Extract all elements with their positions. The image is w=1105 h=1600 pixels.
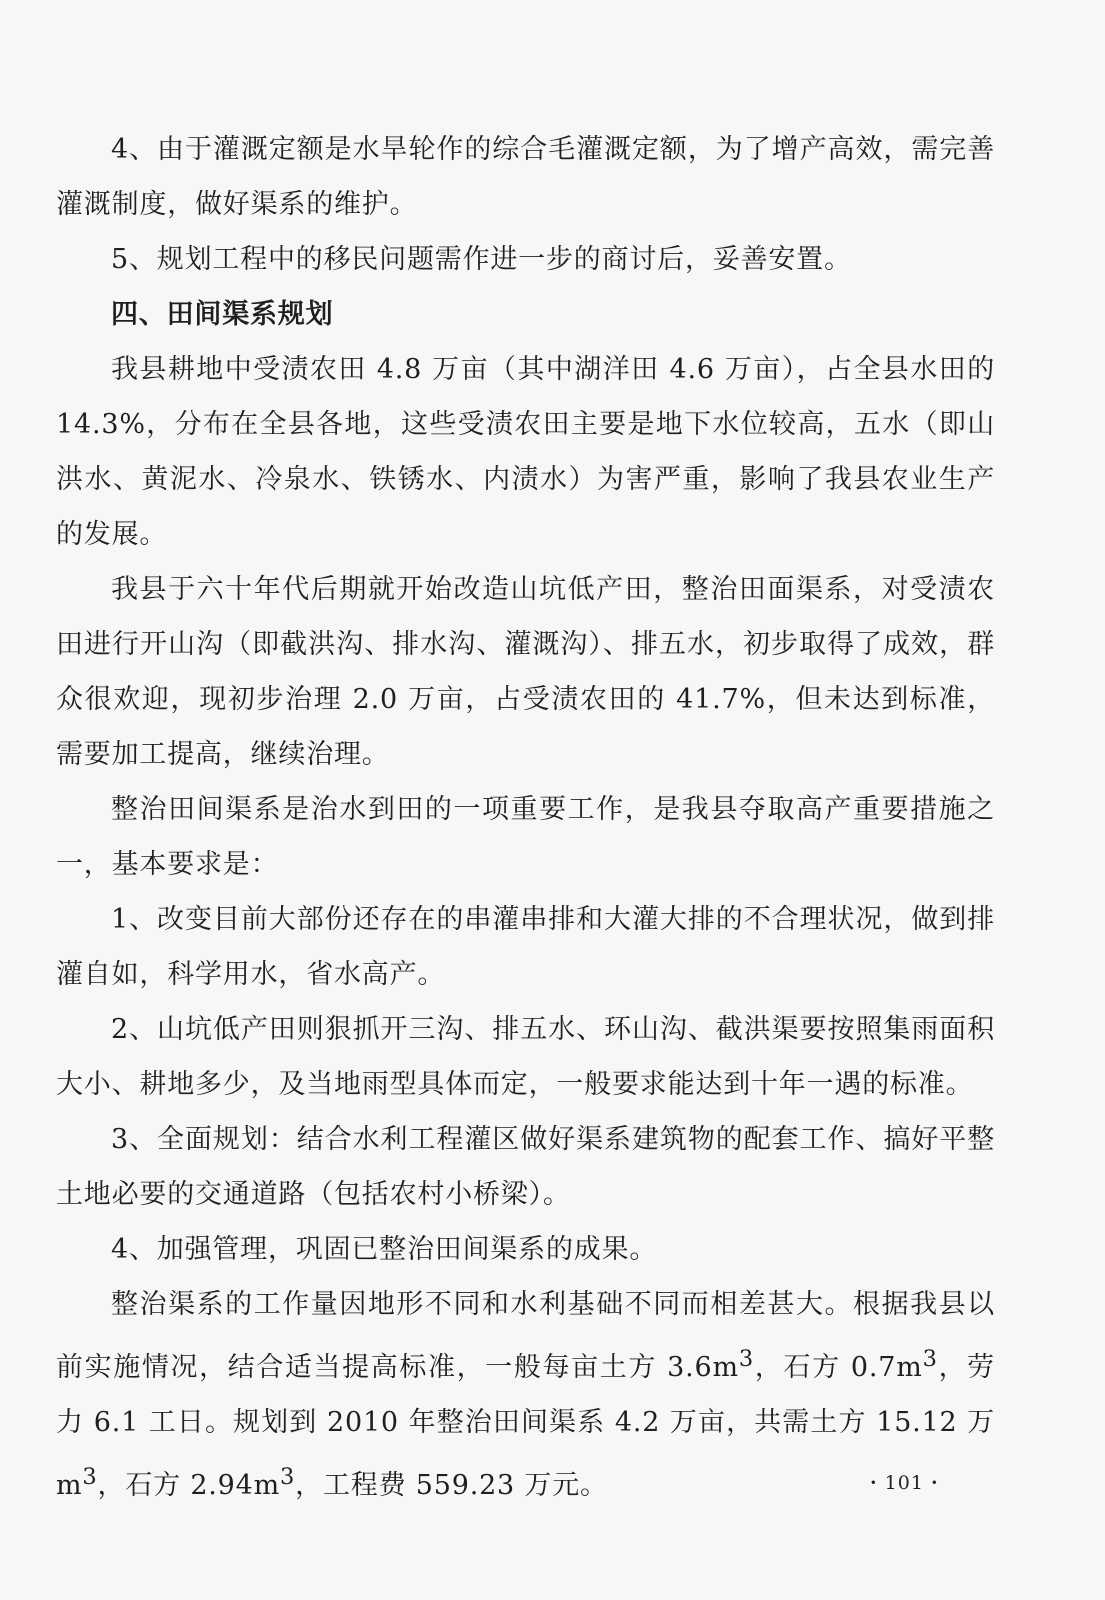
section-heading: 四、田间渠系规划 — [111, 299, 334, 330]
page-number-dot-left: · — [870, 1472, 878, 1494]
workload-text-2: ，石方 0.7m — [754, 1352, 923, 1383]
workload-text-1: 整治渠系的工作量因地形不同和水利基础不同而相差甚大。根据我县以前实施情况，结合适当提高标准，一般每亩土方 3.6m — [56, 1289, 995, 1383]
paragraph-resettlement: 5、规划工程中的移民问题需作进一步的商讨后，妥善安置。 — [111, 244, 852, 275]
workload-text-3: ，劳力 6.1 工日。规划到 2010 年整治田间渠系 4.2 万亩，共需土方 15.12 万 m — [56, 1352, 995, 1501]
superscript-cubic-3: 3 — [82, 1464, 98, 1490]
page-number-dot-right: · — [930, 1472, 939, 1494]
workload-text-5: ，工程费 559.23 万元。 — [295, 1470, 608, 1501]
paragraph-basic-requirements: 整治田间渠系是治水到田的一项重要工作，是我县夺取高产重要措施之一，基本要求是： — [56, 794, 995, 880]
superscript-cubic-1: 3 — [738, 1346, 755, 1372]
page-number — [870, 1472, 939, 1494]
paragraph-renovation-history: 我县于六十年代后期就开始改造山坑低产田，整治田面渠系，对受渍农田进行开山沟（即截洪沟、排水沟、灌溉沟）、排五水，初步取得了成效，群众很欢迎，现初步治理 2.0 万亩，占受渍农田的 41.7%，但未达到标准，需要加工提高，继续治理。 — [56, 574, 995, 770]
workload-text-4: ，石方 2.94m — [97, 1470, 281, 1501]
paragraph-irrigation-quota: 4、由于灌溉定额是水旱轮作的综合毛灌溉定额，为了增产高效，需完善灌溉制度，做好渠系的维护。 — [56, 134, 995, 220]
paragraph-waterlogged-farmland: 我县耕地中受渍农田 4.8 万亩（其中湖洋田 4.6 万亩），占全县水田的 14.3%，分布在全县各地，这些受渍农田主要是地下水位较高，五水（即山洪水、黄泥水、冷泉水、铁锈水、内渍水）为害严重，影响了我县农业生产的发展。 — [56, 354, 995, 550]
paragraph-requirement-2: 2、山坑低产田则狠抓开三沟、排五水、环山沟、截洪渠要按照集雨面积大小、耕地多少，及当地雨型具体而定，一般要求能达到十年一遇的标准。 — [56, 1014, 995, 1100]
paragraph-workload-estimate — [56, 1277, 995, 1513]
paragraph-requirement-4: 4、加强管理，巩固已整治田间渠系的成果。 — [111, 1234, 658, 1265]
superscript-cubic-4: 3 — [280, 1464, 296, 1490]
superscript-cubic-2: 3 — [922, 1346, 938, 1372]
paragraph-requirement-1: 1、改变目前大部份还存在的串灌串排和大灌大排的不合理状况，做到排灌自如，科学用水，省水高产。 — [56, 904, 995, 990]
page-number-value: 101 — [884, 1472, 924, 1494]
paragraph-requirement-3: 3、全面规划：结合水利工程灌区做好渠系建筑物的配套工作、搞好平整土地必要的交通道路（包括农村小桥梁）。 — [56, 1124, 995, 1210]
